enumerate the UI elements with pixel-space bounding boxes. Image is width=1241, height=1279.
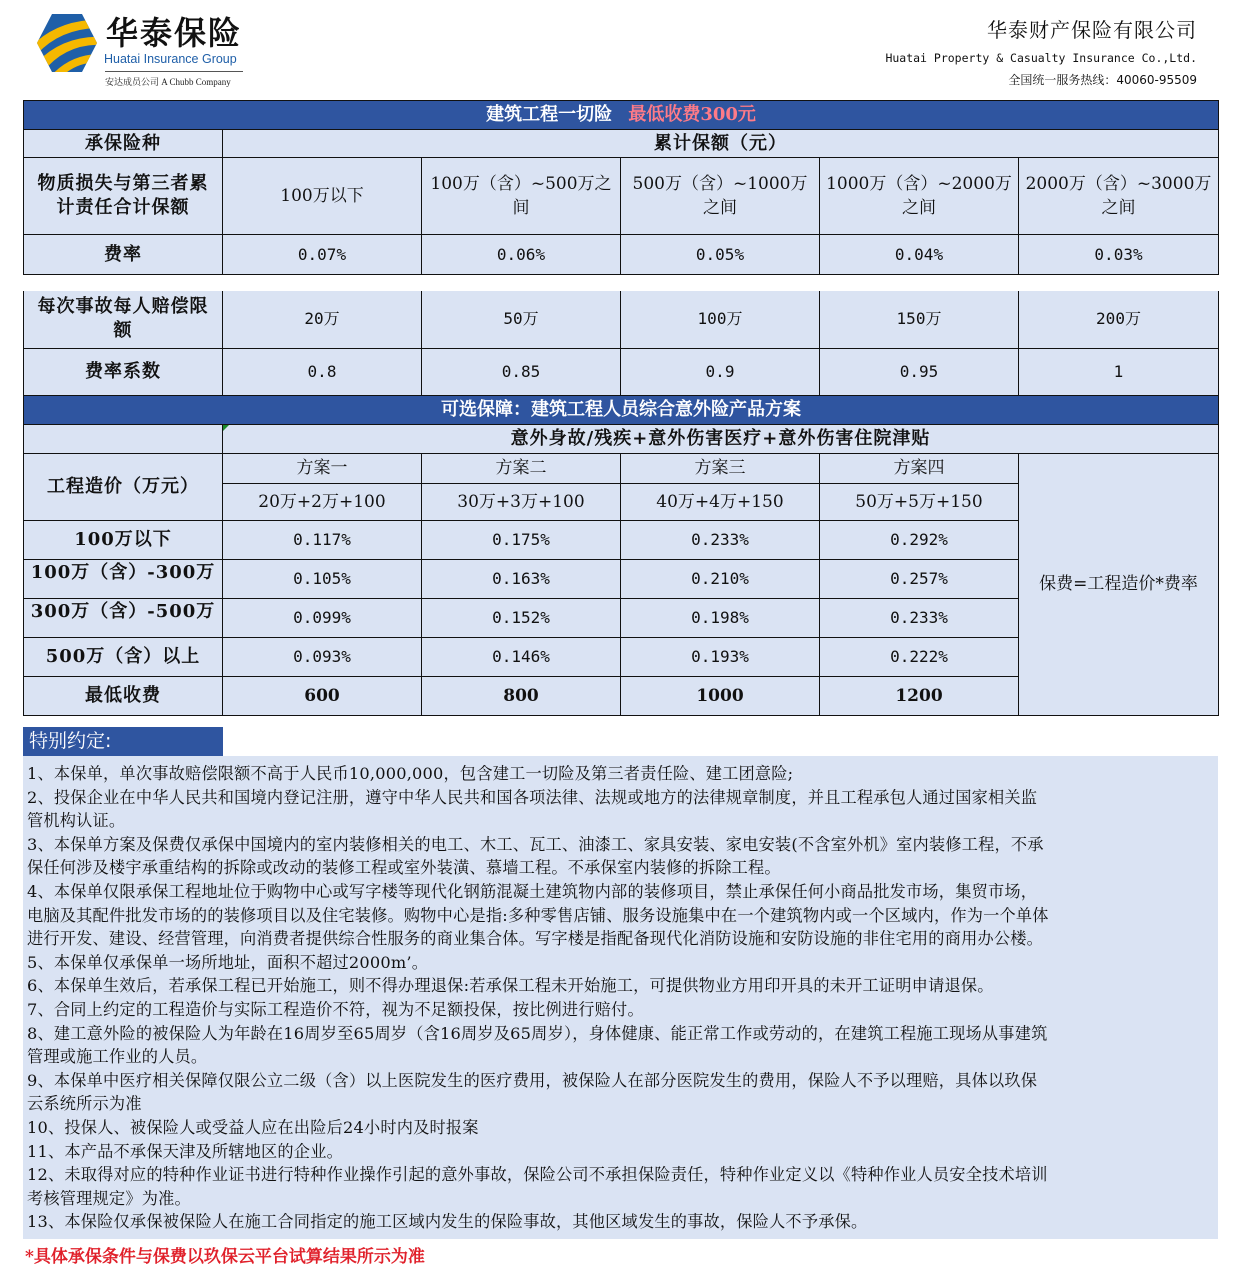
accident-rate: 0.099% bbox=[223, 598, 422, 637]
term-line: 保任何涉及楼宇承重结构的拆除或改动的装修工程或室外装潢、慕墙工程。不承保室内装修的拆除工程。 bbox=[27, 858, 781, 878]
accident-rate: 0.233% bbox=[621, 520, 820, 559]
plan-name: 方案一 bbox=[223, 453, 422, 483]
min-fee-value: 1000 bbox=[621, 676, 820, 715]
cost-tier-label: 500万（含）以上 bbox=[24, 637, 223, 676]
rate-factor: 0.85 bbox=[422, 348, 621, 395]
accident-coverage-desc: 意外身故/残疾+意外伤害医疗+意外伤害住院津贴 bbox=[223, 424, 1219, 453]
term-line: 8、建工意外险的被保险人为年龄在16周岁至65周岁（含16周岁及65周岁），身体健康、能正常工作或劳动的，在建筑工程施工现场从事建筑 bbox=[27, 1023, 1048, 1043]
accident-rate: 0.257% bbox=[820, 559, 1019, 598]
rate-value: 0.07% bbox=[223, 235, 422, 275]
min-fee-value: 800 bbox=[422, 676, 621, 715]
project-cost-label: 工程造价（万元） bbox=[24, 453, 223, 520]
logo-name-en: Huatai Insurance Group bbox=[104, 52, 237, 66]
accident-rate: 0.233% bbox=[820, 598, 1019, 637]
min-fee-value: 600 bbox=[223, 676, 422, 715]
rate-value: 0.03% bbox=[1019, 235, 1219, 275]
coverage-range: 1000万（含）~2000万之间 bbox=[820, 158, 1019, 235]
coverage-row-label: 物质损失与第三者累计责任合计保额 bbox=[24, 158, 223, 235]
coverage-range: 100万（含）~500万之间 bbox=[422, 158, 621, 235]
service-hotline: 全国统一服务热线：40060-95509 bbox=[1008, 73, 1197, 87]
logo-name-cn: 华泰保险 bbox=[106, 14, 243, 52]
blank-cell bbox=[24, 424, 223, 453]
min-fee-value: 1200 bbox=[820, 676, 1019, 715]
term-line: 3、本保单方案及保费仅承保中国境内的室内装修相关的电工、木工、瓦工、油漆工、家具安装、家电安装(不含室外机》室内装修工程，不承 bbox=[27, 834, 1044, 854]
disclaimer-footnote: *具体承保条件与保费以玖保云平台试算结果所示为准 bbox=[25, 1247, 425, 1267]
limit-value: 100万 bbox=[621, 291, 820, 348]
accident-rate: 0.175% bbox=[422, 520, 621, 559]
rate-factor: 0.8 bbox=[223, 348, 422, 395]
car-title: 建筑工程一切险 bbox=[486, 104, 613, 125]
rate-value: 0.04% bbox=[820, 235, 1019, 275]
accident-rate: 0.193% bbox=[621, 637, 820, 676]
rate-factor: 1 bbox=[1019, 348, 1219, 395]
special-terms-title: 特别约定: bbox=[23, 727, 223, 756]
plan-detail: 20万+2万+100 bbox=[223, 483, 422, 520]
car-rate-table bbox=[23, 100, 1219, 275]
accident-rate: 0.163% bbox=[422, 559, 621, 598]
company-name-cn: 华泰财产保险有限公司 bbox=[987, 18, 1197, 42]
plan-name: 方案四 bbox=[820, 453, 1019, 483]
rate-factor: 0.9 bbox=[621, 348, 820, 395]
cell-comment-marker bbox=[223, 425, 229, 431]
coverage-range: 500万（含）~1000万之间 bbox=[621, 158, 820, 235]
cost-tier-label bbox=[24, 598, 223, 637]
logo-hexagon-icon bbox=[36, 12, 98, 74]
logo-tagline: 安达成员公司 A Chubb Company bbox=[105, 77, 231, 87]
plan-name: 方案二 bbox=[422, 453, 621, 483]
coverage-range: 2000万（含）~3000万之间 bbox=[1019, 158, 1219, 235]
rate-label: 费率 bbox=[24, 235, 223, 275]
accident-rate: 0.222% bbox=[820, 637, 1019, 676]
term-line: 进行开发、建设、经营管理，向消费者提供综合性服务的商业集合体。写字楼是指配备现代化消防设施和安防设施的非住宅用的商用办公楼。 bbox=[27, 929, 1044, 949]
plan-detail: 40万+4万+150 bbox=[621, 483, 820, 520]
rate-factor-label: 费率系数 bbox=[24, 348, 223, 395]
premium-formula: 保费=工程造价*费率 bbox=[1019, 453, 1219, 715]
accident-rate: 0.105% bbox=[223, 559, 422, 598]
huatai-logo bbox=[36, 8, 246, 90]
term-line: 6、本保单生效后，若承保工程已开始施工，则不得办理退保:若承保工程未开始施工，可提供物业方用印开具的未开工证明申请退保。 bbox=[27, 976, 994, 996]
term-line: 电脑及其配件批发市场的的装修项目以及住宅装修。购物中心是指:多种零售店铺、服务设施集中在一个建筑物内或一个区域内，作为一个单体 bbox=[27, 905, 1049, 925]
plan-detail: 30万+3万+100 bbox=[422, 483, 621, 520]
car-min-fee: 最低收费300元 bbox=[628, 104, 756, 125]
term-line: 4、本保单仅限承保工程地址位于购物中心或写字楼等现代化钢筋混凝土建筑物内部的装修项目，禁止承保任何小商品批发市场，集贸市场， bbox=[27, 881, 1038, 901]
limit-value: 20万 bbox=[223, 291, 422, 348]
company-name-en: Huatai Property & Casualty Insurance Co.,Ltd. bbox=[885, 51, 1197, 65]
rate-factor: 0.95 bbox=[820, 348, 1019, 395]
company-info bbox=[885, 14, 1197, 88]
accident-rate: 0.292% bbox=[820, 520, 1019, 559]
accident-rate: 0.152% bbox=[422, 598, 621, 637]
term-line: 1、本保单，单次事故赔偿限额不高于人民币10,000,000，包含建工一切险及第三者责任险、建工团意险; bbox=[27, 764, 794, 783]
coverage-range: 100万以下 bbox=[223, 158, 422, 235]
logo-divider bbox=[105, 71, 243, 72]
plan-name: 方案三 bbox=[621, 453, 820, 483]
cost-tier-text: 300万（含）-500万 bbox=[30, 600, 216, 622]
car-title-band bbox=[24, 101, 1219, 130]
term-line: 管机构认证。 bbox=[27, 811, 126, 831]
plan-detail: 50万+5万+150 bbox=[820, 483, 1019, 520]
rate-value: 0.05% bbox=[621, 235, 820, 275]
cost-tier-label: 100万以下 bbox=[24, 520, 223, 559]
coverage-type-label: 承保险种 bbox=[24, 130, 223, 158]
special-terms-box bbox=[23, 756, 1218, 1239]
min-fee-label: 最低收费 bbox=[24, 676, 223, 715]
term-line: 9、本保单中医疗相关保障仅限公立二级（含）以上医院发生的医疗费用，被保险人在部分医院发生的费用，保险人不予以理赔，具体以玖保 bbox=[27, 1070, 1038, 1090]
cost-tier-label bbox=[24, 559, 223, 598]
limit-and-accident-table bbox=[23, 291, 1219, 716]
accident-rate: 0.198% bbox=[621, 598, 820, 637]
optional-coverage-band: 可选保障：建筑工程人员综合意外险产品方案 bbox=[24, 395, 1219, 424]
term-line: 管理或施工作业的人员。 bbox=[27, 1047, 208, 1067]
limit-value: 150万 bbox=[820, 291, 1019, 348]
term-line: 12、未取得对应的特种作业证书进行特种作业操作引起的意外事故，保险公司不承担保险责任，特种作业定义以《特种作业人员安全技术培训 bbox=[27, 1165, 1048, 1185]
term-line: 11、本产品不承保天津及所辖地区的企业。 bbox=[27, 1141, 343, 1161]
accident-rate: 0.093% bbox=[223, 637, 422, 676]
rate-value: 0.06% bbox=[422, 235, 621, 275]
term-line: 5、本保单仅承保单一场所地址，面积不超过2000m’。 bbox=[27, 952, 429, 972]
accident-rate: 0.210% bbox=[621, 559, 820, 598]
sum-insured-header: 累计保额（元） bbox=[223, 130, 1219, 158]
limit-value: 200万 bbox=[1019, 291, 1219, 348]
term-line: 2、投保企业在中华人民共和国境内登记注册，遵守中华人民共和国各项法律、法规或地方的法律规章制度，并且工程承包人通过国家相关监 bbox=[27, 787, 1038, 807]
term-line: 7、合同上约定的工程造价与实际工程造价不符，视为不足额投保，按比例进行赔付。 bbox=[27, 999, 644, 1019]
term-line: 考核管理规定》为准。 bbox=[27, 1188, 191, 1208]
accident-rate: 0.117% bbox=[223, 520, 422, 559]
limit-label: 每次事故每人赔偿限额 bbox=[24, 291, 223, 348]
term-line: 云系统所示为准 bbox=[27, 1094, 142, 1114]
limit-value: 50万 bbox=[422, 291, 621, 348]
accident-rate: 0.146% bbox=[422, 637, 621, 676]
term-line: 10、投保人、被保险人或受益人应在出险后24小时内及时报案 bbox=[27, 1117, 479, 1137]
cost-tier-text: 100万（含）-300万 bbox=[30, 561, 216, 583]
term-line: 13、本保险仅承保被保险人在施工合同指定的施工区域内发生的保险事故，其他区域发生的事故，保险人不予承保。 bbox=[27, 1212, 868, 1232]
